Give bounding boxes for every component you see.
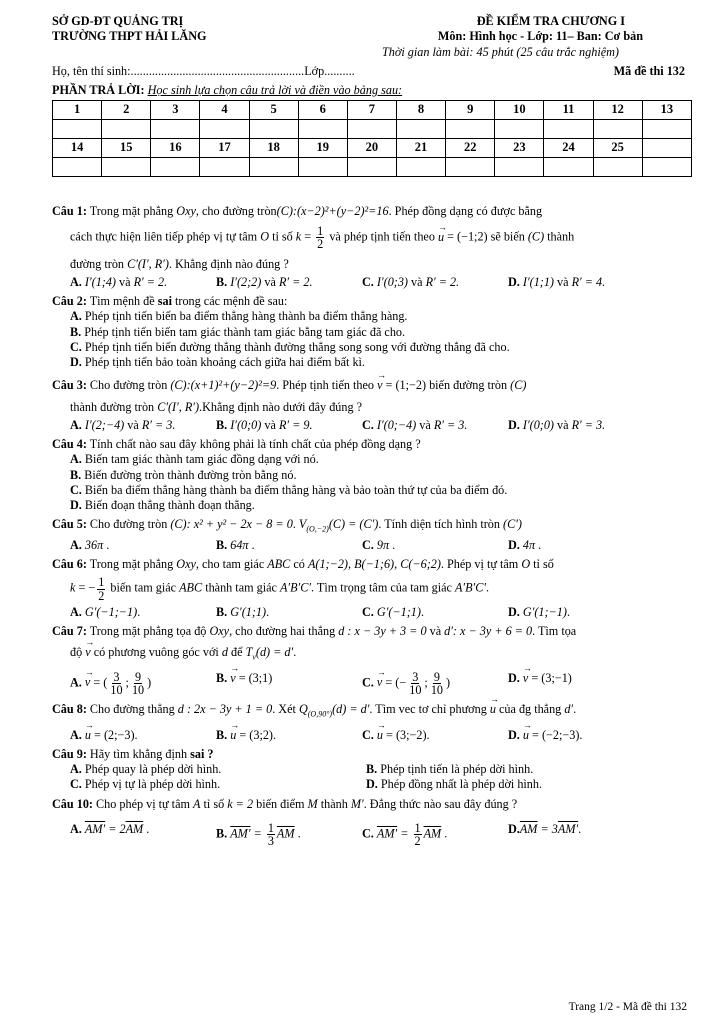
answer-num: 1 (53, 101, 102, 120)
question-7: Câu 7: Trong mặt phẳng tọa độ Oxy, cho đường hai thẳng d : x − 3y + 3 = 0 và d′: x − 3y + 6 = 0. Tìm tọa độ → v có phương vuông góc với d để $T_v(d) = d'$. A. → v = ( $\frac{3}{10}$ ; $\frac{9}{10}$ ) B. → v = (3;1) C. → v = (− $\frac{3}{10}$ ; $\frac{9}{10}$ ) D. → v = (3;−1) (52, 624, 687, 696)
q3-options (52, 418, 687, 433)
option-a[interactable]: A. Phép quay là phép dời hình. (70, 762, 222, 777)
option-a[interactable]: A. 36π . (70, 537, 110, 552)
question-3: Câu 3: Cho đường tròn (C):(x+1)²+(y−2)²=9. Phép tịnh tiến theo → v = (1;−2) biến đường tròn (C) thành đường tròn C′(I′, R′).Khẳng định nào dưới đây đúng ? A. I′(2;−4) và R′ = 3. B. I′(0;0) và R′ = 9. C. I′(0;−4) và R′ = 3. D. I′(0;0) và R′ = 3. (52, 378, 687, 433)
q-text: , cho đường hai thẳng (229, 624, 336, 638)
q-text: có (293, 557, 305, 572)
question-label: Câu 7: (52, 624, 87, 638)
option-b[interactable]: B. Phép tịnh tiến là phép dời hình. (366, 762, 534, 777)
answer-num: 6 (298, 101, 347, 120)
exam-code: Mã đề thi 132 (613, 63, 685, 78)
q-text: biến đường tròn (429, 378, 508, 393)
answer-blank-row-1 (53, 120, 692, 139)
question-6: Câu 6: Trong mặt phẳng Oxy, cho tam giác ABC có A(1;−2), B(−1;6), C(−6;2). Phép vị tự tâm O tỉ số k = − $\frac{1}{2}$ biến tam giác ABC thành tam giác A′B′C′. Tìm trọng tâm của tam giác A′B′C′. A. G′(−1;−1). B. G′(1;1). C. G′(−1;1). D. G′(1;−1). (52, 557, 687, 620)
q-text: . Xét (272, 702, 296, 717)
option-b[interactable]: B. 64π . (216, 537, 255, 552)
answer-num (642, 139, 691, 158)
answer-num: 4 (200, 101, 249, 120)
option-a[interactable]: A. I′(2;−4) và R′ = 3. (70, 417, 176, 432)
answer-cell[interactable] (249, 120, 298, 139)
option-d[interactable]: D. I′(1;1) và R′ = 4. (508, 274, 606, 289)
option-c[interactable]: C. → u = (3;−2). (362, 728, 508, 743)
q-text: . Phép tịnh tiến theo (276, 378, 375, 393)
q10-options (52, 822, 687, 847)
answer-cell[interactable] (151, 120, 200, 139)
answer-cell[interactable] (593, 158, 642, 177)
question-9 (52, 747, 687, 793)
q7-options (52, 671, 687, 696)
option-b[interactable]: B. AM′ = $\frac{1}{3}$ $\overline{AM}$ . (216, 820, 301, 848)
school-name: TRƯỜNG THPT HẢI LĂNG (52, 29, 207, 44)
option-a[interactable]: A. → u = (2;−3). (70, 728, 216, 743)
option-b[interactable]: B. Biến đường tròn thành đường tròn bằng nó. (70, 467, 297, 482)
question-label: Câu 3: (52, 378, 87, 393)
answer-num: 25 (593, 139, 642, 158)
option-c[interactable]: C. I′(0;3) và R′ = 2. (362, 274, 460, 289)
q9-options-row1 (52, 762, 687, 777)
option-d[interactable]: D. 4π . (508, 537, 542, 552)
answer-num: 12 (593, 101, 642, 120)
q-text: . Tìm tọa (532, 624, 577, 638)
questions (52, 204, 687, 851)
answer-blank-row-2 (53, 158, 692, 177)
answer-num: 24 (544, 139, 593, 158)
q-text: , cho tam giác (195, 557, 265, 572)
q-text: . Khẳng định nào đúng ? (168, 256, 289, 271)
q-text: và phép tịnh tiến theo (329, 229, 435, 244)
q-text: biến điểm (256, 796, 305, 811)
q-text: Cho đường thẳng (89, 702, 175, 717)
answer-cell[interactable] (446, 120, 495, 139)
q-text: . Đẳng thức nào sau đây đúng ? (363, 796, 518, 811)
answer-cell[interactable] (544, 120, 593, 139)
answer-num: 13 (642, 101, 691, 120)
answer-cell[interactable] (544, 158, 593, 177)
q-text: Cho phép vị tự tâm (96, 796, 190, 811)
question-2 (52, 294, 687, 370)
option-d[interactable]: D. Phép đồng nhất là phép dời hình. (366, 777, 543, 792)
answer-num: 3 (151, 101, 200, 120)
option-d[interactable]: D. Phép tịnh tiến bảo toàn khoảng cách giữa hai điểm bất kì. (70, 355, 365, 370)
option-d[interactable]: $D.\overline{AM} = 3AM'$. (508, 821, 582, 836)
question-label: Câu 4: (52, 437, 87, 452)
answer-cell[interactable] (200, 158, 249, 177)
q-text: . Tìm trọng tâm của tam giác (311, 580, 452, 595)
answer-cell[interactable] (495, 120, 544, 139)
header (52, 14, 685, 177)
q-text: . Tính diện tích hình tròn (378, 517, 500, 532)
q6-options (52, 605, 687, 620)
option-c[interactable]: C. → v = (− $\frac{3}{10}$ ; $\frac{9}{10}$ ) (362, 671, 508, 696)
q-text: của đg thẳng (499, 702, 562, 717)
option-a[interactable]: A. Phép tịnh tiến biến ba điểm thẳng hàng thành ba điểm thẳng hàng. (70, 309, 408, 324)
q5-options (52, 538, 687, 553)
option-c[interactable]: C. Phép vị tự là phép dời hình. (70, 777, 221, 792)
answer-cell[interactable] (593, 120, 642, 139)
answer-header-row-1 (53, 101, 692, 120)
q-text: , cho đường tròn (195, 204, 277, 218)
option-d[interactable]: D. Biến đoạn thẳng thành đoạn thẳng. (70, 498, 255, 513)
answer-cell[interactable] (642, 158, 691, 177)
student-line: Họ, tên thí sinh:.........................................................Lớp.......... (52, 63, 355, 78)
answer-cell[interactable] (298, 158, 347, 177)
answer-num: 17 (200, 139, 249, 158)
option-a[interactable]: A. Biến tam giác thành tam giác đồng dạng với nó. (70, 452, 319, 467)
q-text: Cho đường tròn (89, 378, 168, 393)
option-c[interactable]: C. AM′ = $\frac{1}{2}$ $\overline{AM}$ . (362, 820, 448, 848)
question-label: Câu 8: (52, 702, 87, 717)
answer-table (52, 100, 692, 177)
page-footer: Trang 1/2 - Mã đề thi 132 (568, 1000, 687, 1013)
question-label: Câu 6: (52, 557, 87, 572)
answer-note: Học sinh lựa chọn câu trả lời và điền vào bảng sau: (147, 83, 403, 97)
q-text: tỉ số (272, 229, 293, 244)
option-a[interactable]: A. G′(−1;−1). (70, 604, 141, 619)
answer-num: 14 (53, 139, 102, 158)
option-c[interactable]: C. Phép tịnh tiến biến đường thẳng thành đường thẳng song song với đường thẳng đã cho. (70, 339, 510, 354)
q-text: Trong mặt phẳng (89, 557, 174, 572)
answer-num: 15 (102, 139, 151, 158)
answer-cell[interactable] (53, 120, 102, 139)
answer-cell[interactable] (249, 158, 298, 177)
subject-line: Môn: Hình học - Lớp: 11– Ban: Cơ bản (437, 29, 643, 44)
answer-cell[interactable] (53, 158, 102, 177)
q9-options-row2 (52, 777, 687, 792)
q-text: thành đường tròn (70, 399, 155, 414)
option-d[interactable]: D. I′(0;0) và R′ = 3. (508, 417, 606, 432)
q-text: Hãy tìm khẳng định (89, 746, 188, 761)
time-line: Thời gian làm bài: 45 phút (25 câu trắc nghiệm) (381, 44, 619, 59)
answer-num: 18 (249, 139, 298, 158)
answer-num: 8 (396, 101, 445, 120)
option-a[interactable]: A. $AM' = 2\overline{AM}$ . (70, 821, 150, 836)
question-8: Câu 8: Cho đường thẳng d : 2x − 3y + 1 = 0. Xét $Q_{(O,90^\circ)}(d) = d'$. Tìm vec tơ chỉ phương → u của đg thẳng d′. A. → u = (2;−3). B. → u = (3;2). C. → u = (3;−2). D. → u = (−2;−3). (52, 702, 687, 743)
question-5: Câu 5: Cho đường tròn (C): x² + y² − 2x − 8 = 0. $V_{(O,-2)}(C) = (C')$. Tính diện tích hình tròn (C′) A. 36π . B. 64π . C. 9π . D. 4π . (52, 517, 687, 553)
answer-cell[interactable] (102, 120, 151, 139)
answer-cell[interactable] (298, 120, 347, 139)
q-text: biến tam giác (110, 580, 177, 595)
q-text: có phương vuông góc với (93, 645, 219, 660)
question-label: Câu 9: (52, 746, 87, 761)
answer-num: 20 (347, 139, 396, 158)
answer-cell[interactable] (446, 158, 495, 177)
q-text: độ (70, 645, 83, 660)
question-1: Câu 1: Trong mặt phẳng Oxy, cho đường tròn(C):(x−2)²+(y−2)²=16. Phép đồng dạng có được bằng cách thực hiện liên tiếp phép vị tự tâm O tỉ số k = $\frac{1}{2}$ và phép tịnh tiến theo → u = (−1;2) sẽ biến (C) thành đường tròn C′(I′, R′). Khẳng định nào đúng ? A. I′(1;4) và R′ = 2. B. I′(2;2) và R′ = 2. C. I′(0;3) và R′ = 2. D. I′(1;1) và R′ = 4. (52, 204, 687, 290)
answer-cell[interactable] (396, 120, 445, 139)
q-text: sai (157, 294, 172, 309)
q-text: trong các mệnh đề sau: (175, 294, 288, 309)
q-text: thành (320, 796, 348, 811)
option-b[interactable]: B. I′(0;0) và R′ = 9. (216, 417, 313, 432)
option-a[interactable]: A. → v = ( $\frac{3}{10}$ ; $\frac{9}{10}$ ) (70, 671, 216, 696)
question-label: Câu 2: (52, 294, 87, 309)
option-d[interactable]: D. G′(1;−1). (508, 604, 571, 619)
q-text: Tính chất nào sau đây không phải là tính chất của phép đồng dạng ? (89, 437, 421, 452)
exam-title: ĐỀ KIỂM TRA CHƯƠNG I (476, 14, 625, 28)
dept-name: SỞ GD-ĐT QUẢNG TRỊ (52, 14, 184, 28)
option-c[interactable]: C. 9π . (362, 537, 396, 552)
answer-num: 16 (151, 139, 200, 158)
question-label: Câu 10: (52, 796, 93, 811)
q-text: . Phép vị tự tâm (440, 557, 519, 572)
option-d[interactable]: D. → v = (3;−1) (508, 671, 654, 696)
answer-num: 23 (495, 139, 544, 158)
q-text: và (429, 624, 442, 638)
option-b[interactable]: B. → v = (3;1) (216, 671, 362, 696)
q-text: Tìm mệnh đề (89, 294, 155, 309)
answer-num: 5 (249, 101, 298, 120)
answer-num: 7 (347, 101, 396, 120)
q-text: tỉ số (533, 557, 554, 572)
option-b[interactable]: B. Phép tịnh tiến biến tam giác thành tam giác bằng tam giác đã cho. (70, 324, 406, 339)
q-text: thành (547, 229, 575, 244)
q-text: Trong mặt phẳng (89, 204, 174, 218)
answer-header-row-2 (53, 139, 692, 158)
question-4 (52, 437, 687, 513)
option-b[interactable]: B. I′(2;2) và R′ = 2. (216, 274, 313, 289)
answer-num: 10 (495, 101, 544, 120)
q-text: đường tròn (70, 256, 125, 271)
option-c[interactable]: C. G′(−1;1). (362, 604, 425, 619)
q-text: để (231, 645, 243, 660)
answer-cell[interactable] (396, 158, 445, 177)
q-text: thành tam giác (205, 580, 277, 595)
q-text: . Tìm vec tơ chỉ phương (369, 702, 487, 717)
answer-num: 9 (446, 101, 495, 120)
question-label: Câu 5: (52, 517, 87, 532)
q-text: Trong mặt phẳng tọa độ (89, 624, 207, 638)
q1-options (52, 275, 687, 290)
q-text: . Phép đồng dạng có được bằng (388, 204, 543, 218)
q-text: Cho đường tròn (89, 517, 168, 532)
answer-cell[interactable] (495, 158, 544, 177)
answer-title: PHẦN TRẢ LỜI: (52, 83, 145, 97)
option-b[interactable]: B. G′(1;1). (216, 604, 270, 619)
q8-options (52, 728, 687, 743)
option-c[interactable]: C. Biến ba điểm thẳng hàng thành ba điểm thẳng hàng và bảo toàn thứ tự của ba điểm đó. (70, 482, 508, 497)
answer-cell[interactable] (151, 158, 200, 177)
option-d[interactable]: D. → u = (−2;−3). (508, 728, 654, 743)
answer-num: 11 (544, 101, 593, 120)
q-text: tỉ số (203, 796, 225, 811)
q-text: ? (207, 746, 214, 761)
question-10: Câu 10: Cho phép vị tự tâm A tỉ số k = 2 biến điểm M thành M′. Đẳng thức nào sau đây đúng ? A. $AM' = 2\overline{AM}$ . B. AM′ = $\frac{1}{3}$ $\overline{AM}$ . C. AM′ = $\frac{1}{2}$ $\overline{AM}$ . $D.\overline{AM} = 3AM'$. (52, 797, 687, 848)
answer-cell[interactable] (347, 120, 396, 139)
q-text: sai (190, 746, 205, 761)
q-text: sẽ biến (490, 229, 525, 244)
answer-num: 2 (102, 101, 151, 120)
question-label: Câu 1: (52, 204, 87, 218)
answer-cell[interactable] (642, 120, 691, 139)
option-b[interactable]: B. → u = (3;2). (216, 728, 362, 743)
q-text: .Khẳng định nào dưới đây đúng ? (199, 399, 363, 414)
q-text: cách thực hiện liên tiếp phép vị tự tâm (70, 229, 258, 244)
answer-num: 22 (446, 139, 495, 158)
answer-cell[interactable] (102, 158, 151, 177)
option-a[interactable]: A. I′(1;4) và R′ = 2. (70, 274, 168, 289)
answer-cell[interactable] (200, 120, 249, 139)
answer-num: 19 (298, 139, 347, 158)
answer-num: 21 (396, 139, 445, 158)
answer-cell[interactable] (347, 158, 396, 177)
option-c[interactable]: C. I′(0;−4) và R′ = 3. (362, 417, 468, 432)
